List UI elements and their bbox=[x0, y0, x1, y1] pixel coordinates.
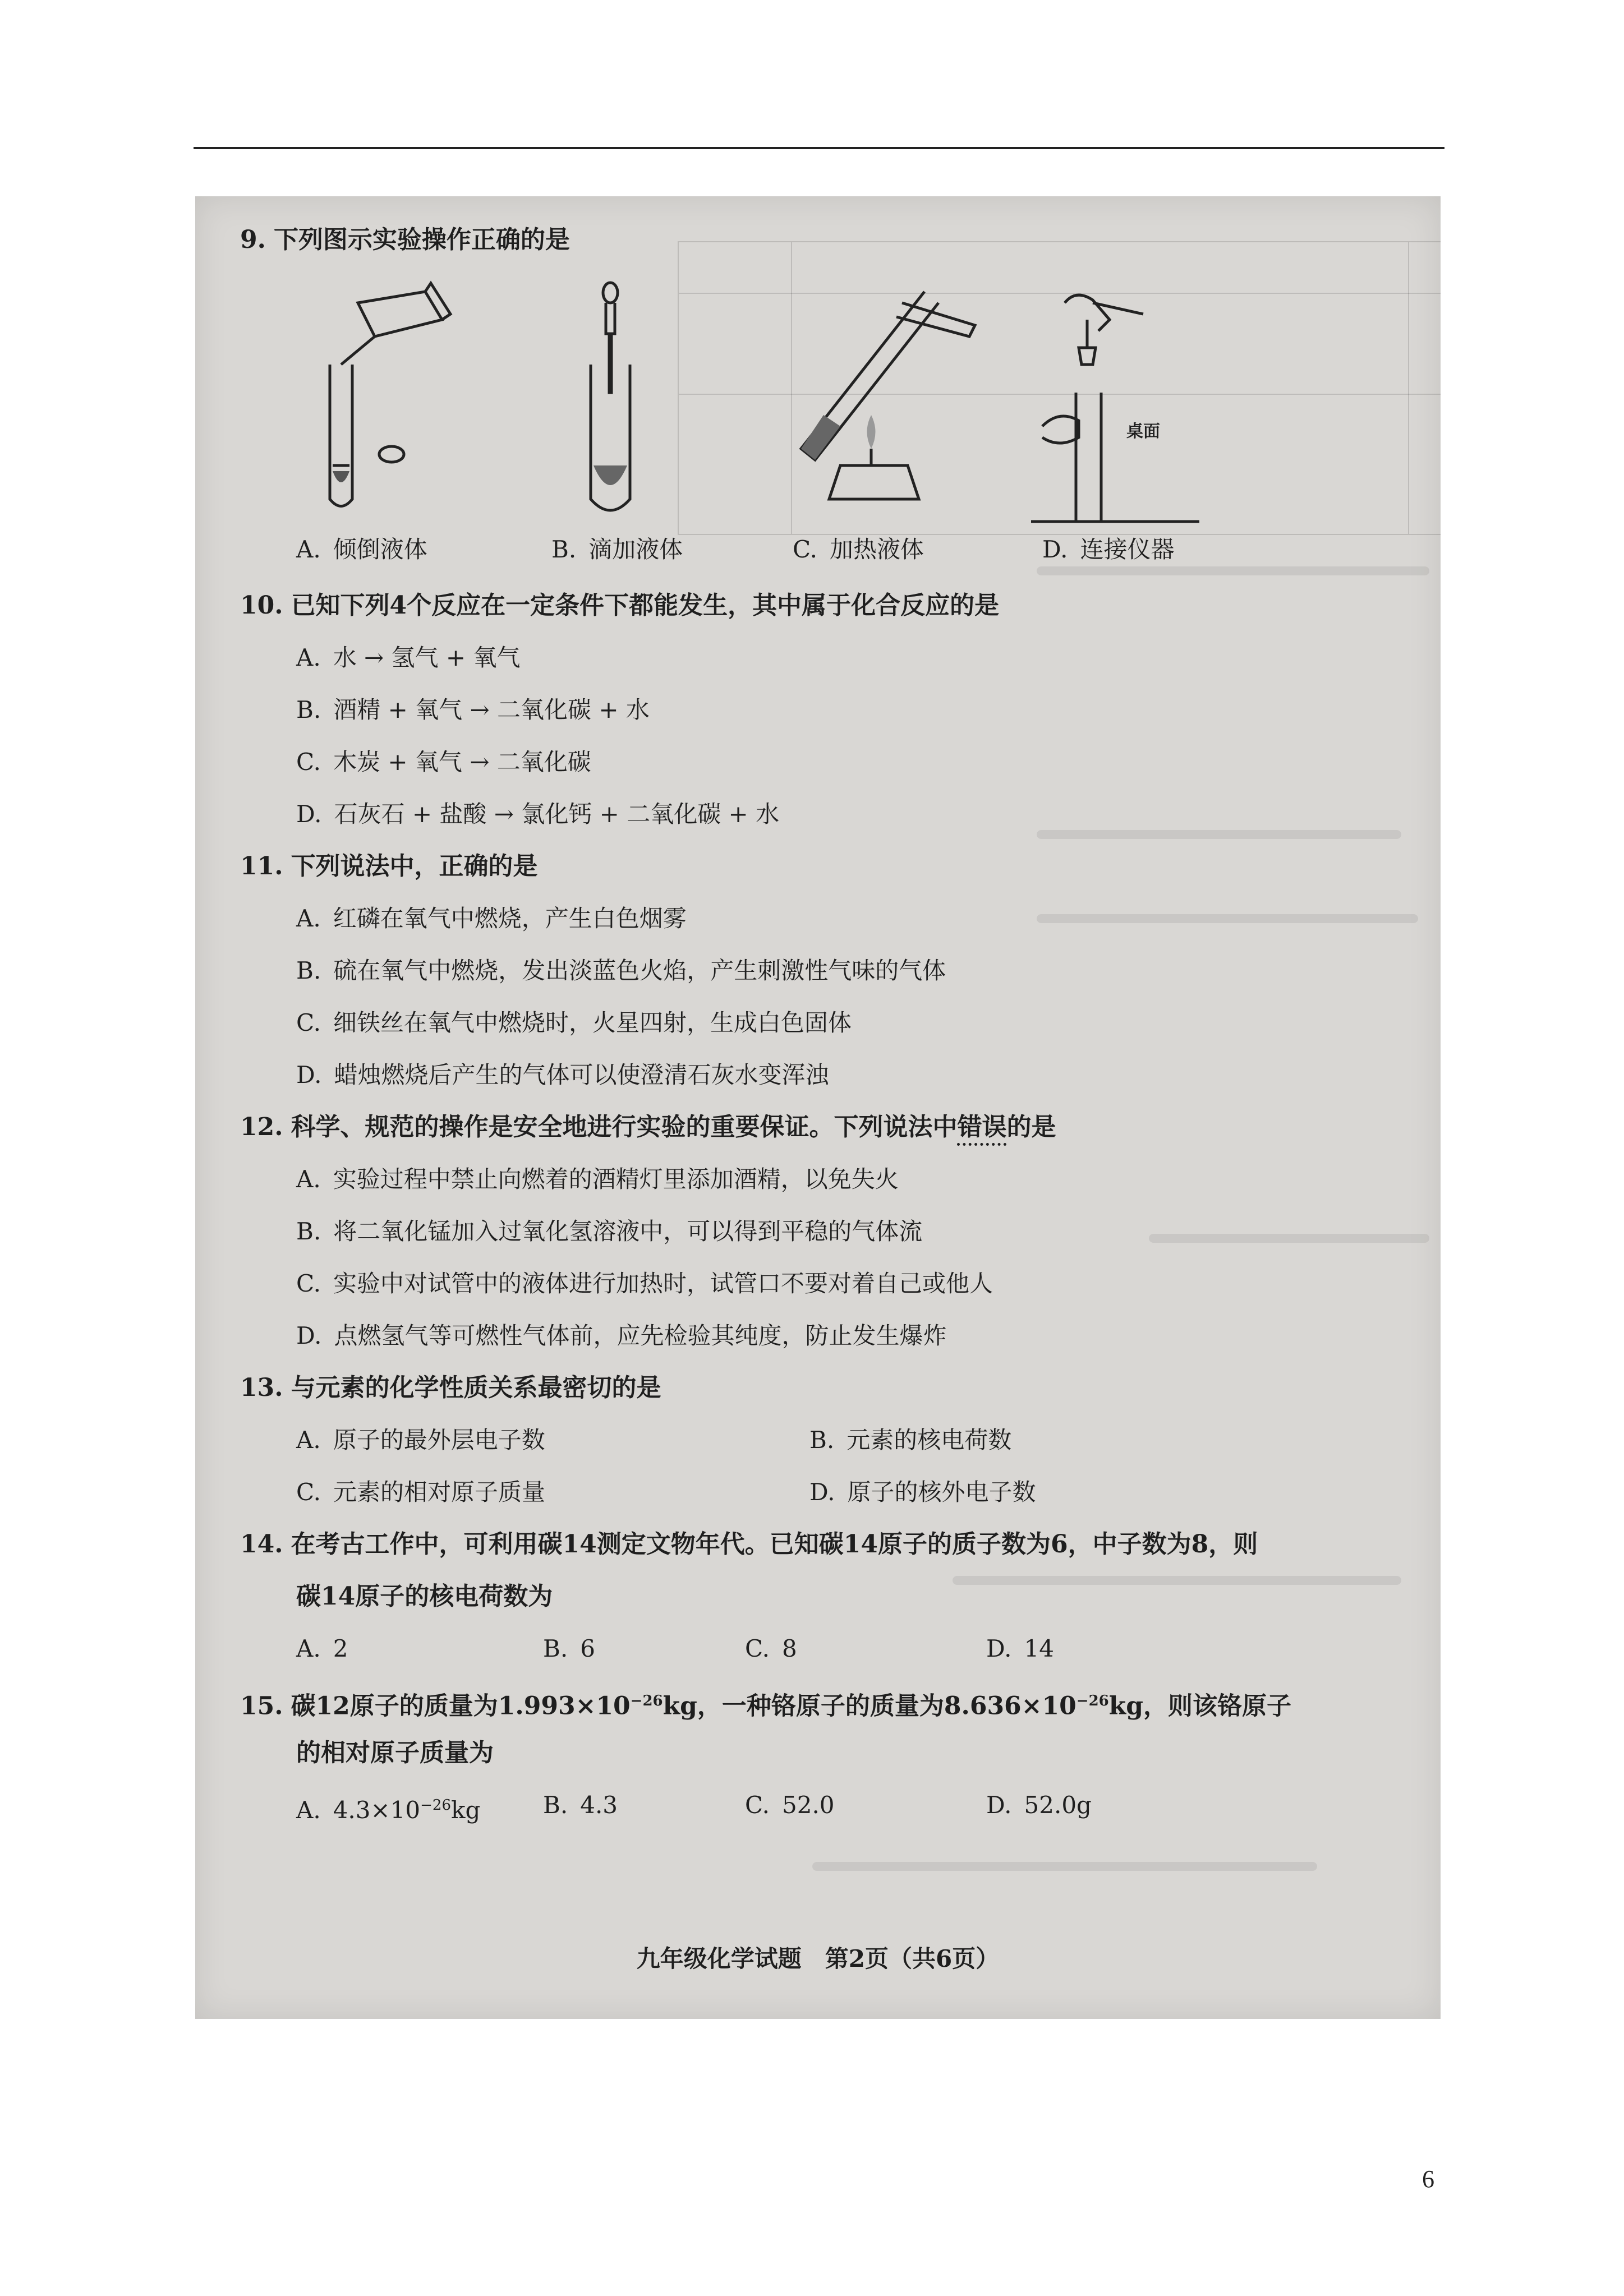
bleed-through-text bbox=[1037, 566, 1429, 575]
page-number: 6 bbox=[1422, 2165, 1434, 2193]
q10-option-c: C. 木炭 + 氧气 → 二氧化碳 bbox=[296, 748, 591, 776]
q15-option-c: C. 52.0 bbox=[745, 1791, 835, 1819]
q12-option-d: D. 点燃氢气等可燃性气体前，应先检验其纯度，防止发生爆炸 bbox=[296, 1322, 947, 1349]
question-11-stem: 11. 下列说法中，正确的是 bbox=[240, 852, 538, 880]
q11-option-c: C. 细铁丝在氧气中燃烧时，火星四射，生成白色固体 bbox=[296, 1009, 852, 1036]
q11-option-d: D. 蜡烛燃烧后产生的气体可以使澄清石灰水变浑浊 bbox=[296, 1061, 829, 1089]
figure-pouring-liquid bbox=[307, 280, 487, 516]
bleed-through-text bbox=[1037, 830, 1401, 839]
figure-connecting-apparatus bbox=[1025, 280, 1205, 533]
question-15-stem: 15. 碳12原子的质量为$1.993\times 10^{-26}kg$，一种铬原子的质量为$8.636\times 10^{-26}kg$，则该铬原子 bbox=[240, 1691, 1292, 1721]
header-rule bbox=[194, 147, 1444, 149]
bleed-through-text bbox=[1037, 914, 1418, 923]
figure-dropping-liquid bbox=[565, 280, 655, 522]
q13-option-c: C. 元素的相对原子质量 bbox=[296, 1478, 546, 1506]
q15-option-a: A. $4.3\times 10^{-26}kg$ bbox=[296, 1796, 481, 1824]
question-15-stem-line2: 的相对原子质量为 bbox=[296, 1739, 494, 1767]
q15-option-b: B. 4.3 bbox=[543, 1791, 618, 1819]
q11-option-b: B. 硫在氧气中燃烧，发出淡蓝色火焰，产生刺激性气味的气体 bbox=[296, 957, 946, 984]
q12-option-a: A. 实验过程中禁止向燃着的酒精灯里添加酒精，以免失火 bbox=[296, 1165, 899, 1193]
q13-option-b: B. 元素的核电荷数 bbox=[809, 1426, 1012, 1454]
question-10-stem: 10. 已知下列4个反应在一定条件下都能发生，其中属于化合反应的是 bbox=[240, 591, 1000, 620]
q10-option-b: B. 酒精 + 氧气 → 二氧化碳 + 水 bbox=[296, 696, 650, 723]
scanned-exam-page bbox=[195, 196, 1441, 2019]
q14-option-b: B. 6 bbox=[543, 1635, 595, 1662]
q14-option-c: C. 8 bbox=[745, 1635, 797, 1662]
question-13-stem: 13. 与元素的化学性质关系最密切的是 bbox=[240, 1373, 661, 1402]
q9-option-b: B. 滴加液体 bbox=[551, 536, 683, 563]
question-14-stem: 14. 在考古工作中，可利用碳14测定文物年代。已知碳14原子的质子数为6，中子数为8，则 bbox=[240, 1530, 1258, 1559]
q9-option-c: C. 加热液体 bbox=[793, 536, 924, 563]
q12-option-c: C. 实验中对试管中的液体进行加热时，试管口不要对着自己或他人 bbox=[296, 1270, 993, 1297]
question-12-stem: 12. 科学、规范的操作是安全地进行实验的重要保证。下列说法中错误的是 bbox=[240, 1113, 1056, 1141]
figure-heating-liquid bbox=[739, 280, 1009, 527]
q14-option-d: D. 14 bbox=[986, 1635, 1054, 1662]
question-9-stem: 9. 下列图示实验操作正确的是 bbox=[240, 225, 570, 254]
emphasis-wrong: 错误 bbox=[957, 1113, 1007, 1141]
q13-option-d: D. 原子的核外电子数 bbox=[809, 1478, 1036, 1506]
q10-option-d: D. 石灰石 + 盐酸 → 氯化钙 + 二氧化碳 + 水 bbox=[296, 800, 780, 828]
bleed-through-text bbox=[1149, 1234, 1429, 1243]
q9-option-a: A. 倾倒液体 bbox=[296, 536, 427, 563]
q15-option-d: D. 52.0g bbox=[986, 1791, 1092, 1819]
q10-option-a: A. 水 → 氢气 + 氧气 bbox=[296, 644, 521, 671]
q13-option-a: A. 原子的最外层电子数 bbox=[296, 1426, 545, 1454]
bleed-through-text bbox=[953, 1576, 1401, 1585]
q11-option-a: A. 红磷在氧气中燃烧，产生白色烟雾 bbox=[296, 905, 687, 932]
exam-footer: 九年级化学试题 第2页（共6页） bbox=[636, 1945, 1000, 1972]
q14-option-a: A. 2 bbox=[296, 1635, 348, 1662]
bleed-through-text bbox=[812, 1862, 1317, 1871]
q12-option-b: B. 将二氧化锰加入过氧化氢溶液中，可以得到平稳的气体流 bbox=[296, 1218, 923, 1245]
question-14-stem-line2: 碳14原子的核电荷数为 bbox=[296, 1582, 553, 1611]
figure-d-desk-label: 桌面 bbox=[1126, 422, 1160, 441]
q9-option-d: D. 连接仪器 bbox=[1042, 536, 1175, 563]
